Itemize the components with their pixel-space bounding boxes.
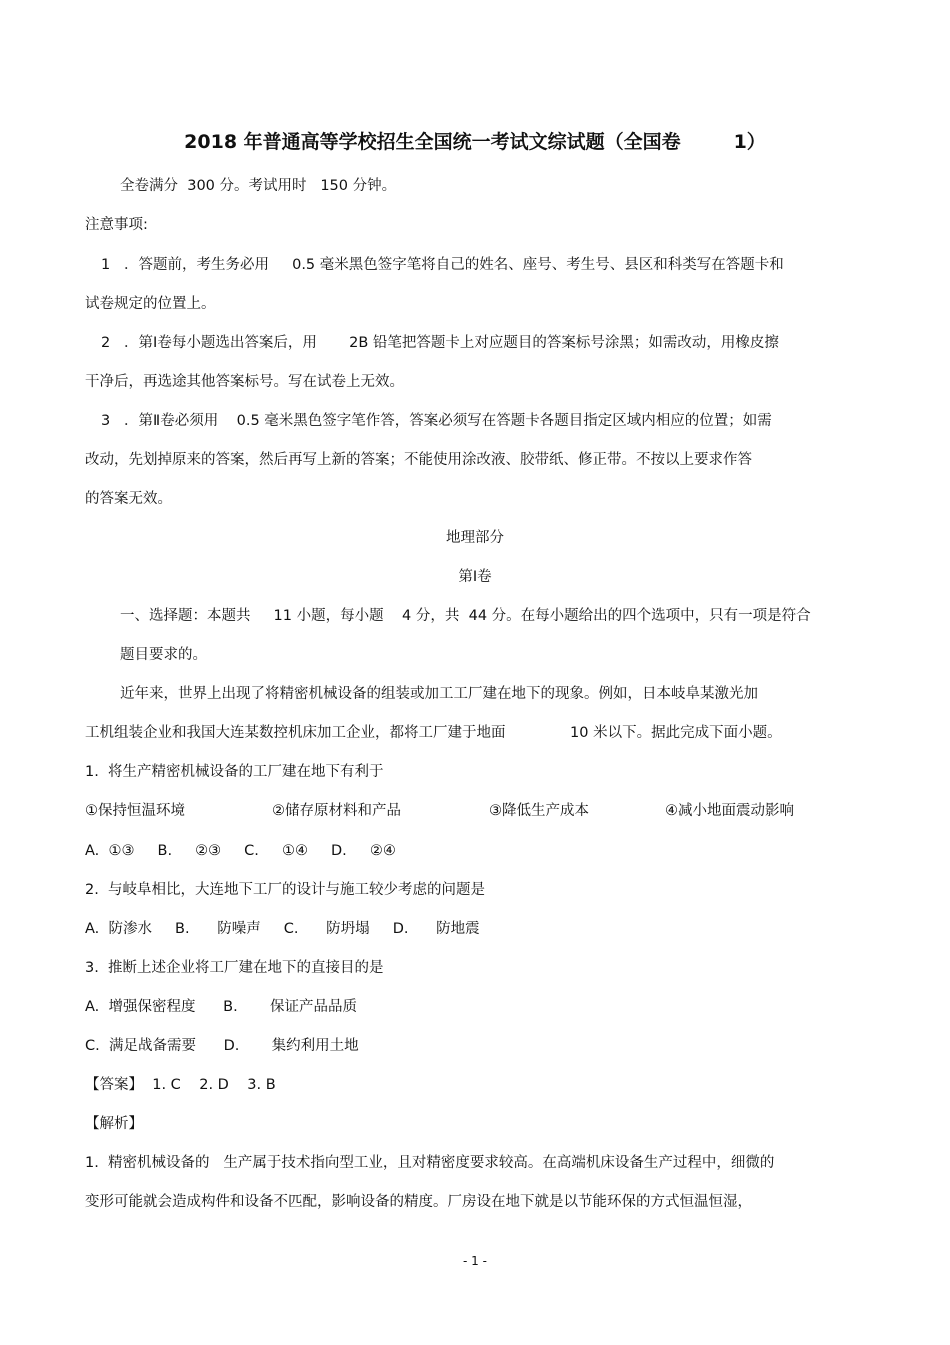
analysis-line-1: 1. 精密机械设备的 生产属于技术指向型工业，且对精密度要求较高。在高端机床设备生产过程中，细微的 [85,1155,775,1171]
notice-item-1-line-1: 1 ．答题前，考生务必用 0.5 毫米黑色签字笔将自己的姓名、座号、考生号、县区和科类写在答题卡和 [101,257,784,273]
question-2-options: A. 防渗水 B. 防噪声 C. 防坍塌 D. 防地震 [85,921,480,937]
volume-title: 第Ⅰ卷 [458,569,492,585]
question-1-item: ④减小地面震动影响 [665,803,794,819]
notice-item-3-line-2: 改动，先划掉原来的答案，然后再写上新的答案；不能使用涂改液、胶带纸、修正带。不按以上要求作答 [85,452,752,468]
notice-item-2-line-1: 2 ．第Ⅰ卷每小题选出答案后，用 2B 铅笔把答题卡上对应题目的答案标号涂黑；如需改动，用橡皮擦 [101,335,779,351]
question-1-item: ②储存原材料和产品 [272,803,401,819]
passage-line-2: 工机组装企业和我国大连某数控机床加工企业，都将工厂建于地面 10 米以下。据此完成下面小题。 [85,725,782,741]
question-1-item: ③降低生产成本 [489,803,589,819]
question-1-stem: 1. 将生产精密机械设备的工厂建在地下有利于 [85,764,384,780]
notice-item-2-line-2: 干净后，再选途其他答案标号。写在试卷上无效。 [85,374,404,390]
question-1-item: ①保持恒温环境 [85,803,185,819]
page-title: 2018 年普通高等学校招生全国统一考试文综试题（全国卷 1） [184,131,766,153]
answer-line: 【答案】 1. C 2. D 3. B [85,1077,276,1093]
passage-line-1: 近年来，世界上出现了将精密机械设备的组装或加工工厂建在地下的现象。例如，日本岐阜某激光加 [120,686,758,702]
analysis-line-2: 变形可能就会造成构件和设备不匹配，影响设备的精度。厂房设在地下就是以节能环保的方式恒温恒湿， [85,1194,752,1210]
part-intro-line-2: 题目要求的。 [120,647,207,663]
question-3-options-line-1: A. 增强保密程度 B. 保证产品品质 [85,999,357,1015]
question-3-stem: 3. 推断上述企业将工厂建在地下的直接目的是 [85,960,384,976]
notice-item-3-line-1: 3 ．第Ⅱ卷必须用 0.5 毫米黑色签字笔作答，答案必须写在答题卡各题目指定区域内相应的位置；如需 [101,413,772,429]
analysis-heading: 【解析】 [85,1116,143,1132]
notice-heading: 注意事项: [85,217,148,233]
notice-item-1-line-2: 试卷规定的位置上。 [85,296,216,312]
section-title: 地理部分 [446,530,504,546]
question-3-options-line-2: C. 满足战备需要 D. 集约利用土地 [85,1038,359,1054]
notice-item-3-line-3: 的答案无效。 [85,491,172,507]
question-2-stem: 2. 与岐阜相比，大连地下工厂的设计与施工较少考虑的问题是 [85,882,486,898]
page-number: - 1 - [463,1254,487,1268]
exam-intro: 全卷满分 300 分。考试用时 150 分钟。 [120,178,397,194]
question-1-options: A. ①③ B. ②③ C. ①④ D. ②④ [85,843,396,859]
part-intro-line-1: 一、选择题：本题共 11 小题，每小题 4 分，共 44 分。在每小题给出的四个选项中，只有一项是符合 [120,608,811,624]
